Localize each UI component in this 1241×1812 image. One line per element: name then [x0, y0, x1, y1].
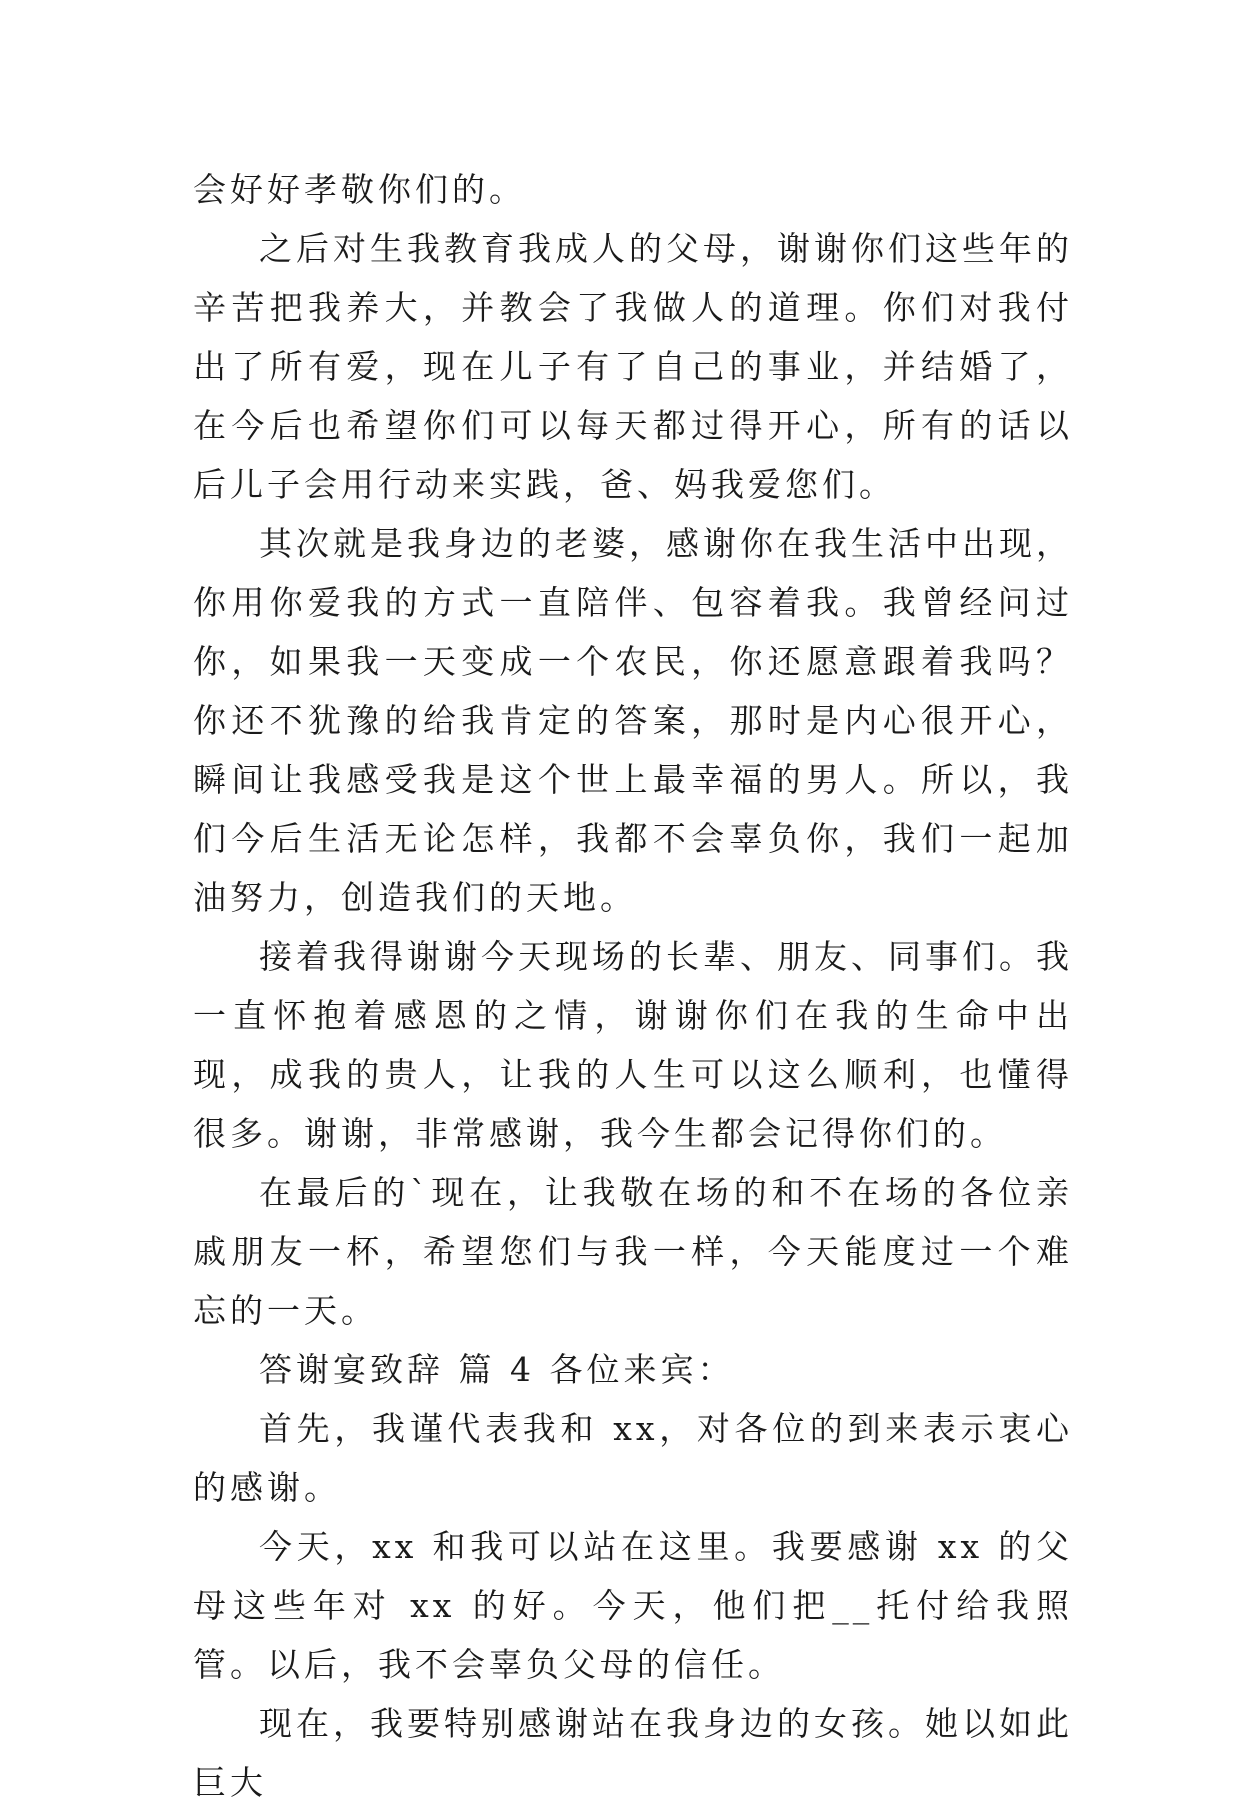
paragraph-7: 今天，xx 和我可以站在这里。我要感谢 xx 的父母这些年对 xx 的好。今天，他们把__托付给我照管。以后，我不会辜负父母的信任。 [193, 1527, 1073, 1684]
paragraph-6: 首先，我谨代表我和 xx，对各位的到来表示衷心的感谢。 [193, 1409, 1073, 1507]
paragraph-1: 会好好孝敬你们的。 [193, 170, 526, 209]
section-heading: 答谢宴致辞 篇 4 各位来宾： [259, 1350, 735, 1389]
paragraph-5: 在最后的`现在，让我敬在场的和不在场的各位亲戚朋友一杯，希望您们与我一样，今天能度过一个难忘的一天。 [193, 1173, 1073, 1330]
body-text [193, 160, 1073, 1812]
paragraph-3: 其次就是我身边的老婆，感谢你在我生活中出现，你用你爱我的方式一直陪伴、包容着我。我曾经问过你，如果我一天变成一个农民，你还愿意跟着我吗？你还不犹豫的给我肯定的答案，那时是内心很开心，瞬间让我感受我是这个世上最幸福的男人。所以，我们今后生活无论怎样，我都不会辜负你，我们一起加油努力，创造我们的天地。 [193, 524, 1073, 917]
paragraph-4: 接着我得谢谢今天现场的长辈、朋友、同事们。我一直怀抱着感恩的之情，谢谢你们在我的生命中出现，成我的贵人，让我的人生可以这么顺利，也懂得很多。谢谢，非常感谢，我今生都会记得你们的。 [193, 937, 1073, 1153]
paragraph-2: 之后对生我教育我成人的父母，谢谢你们这些年的辛苦把我养大，并教会了我做人的道理。你们对我付出了所有爱，现在儿子有了自己的事业，并结婚了，在今后也希望你们可以每天都过得开心，所有的话以后儿子会用行动来实践，爸、妈我爱您们。 [193, 229, 1073, 504]
paragraph-8: 现在，我要特别感谢站在我身边的女孩。她以如此巨大 [193, 1704, 1073, 1802]
